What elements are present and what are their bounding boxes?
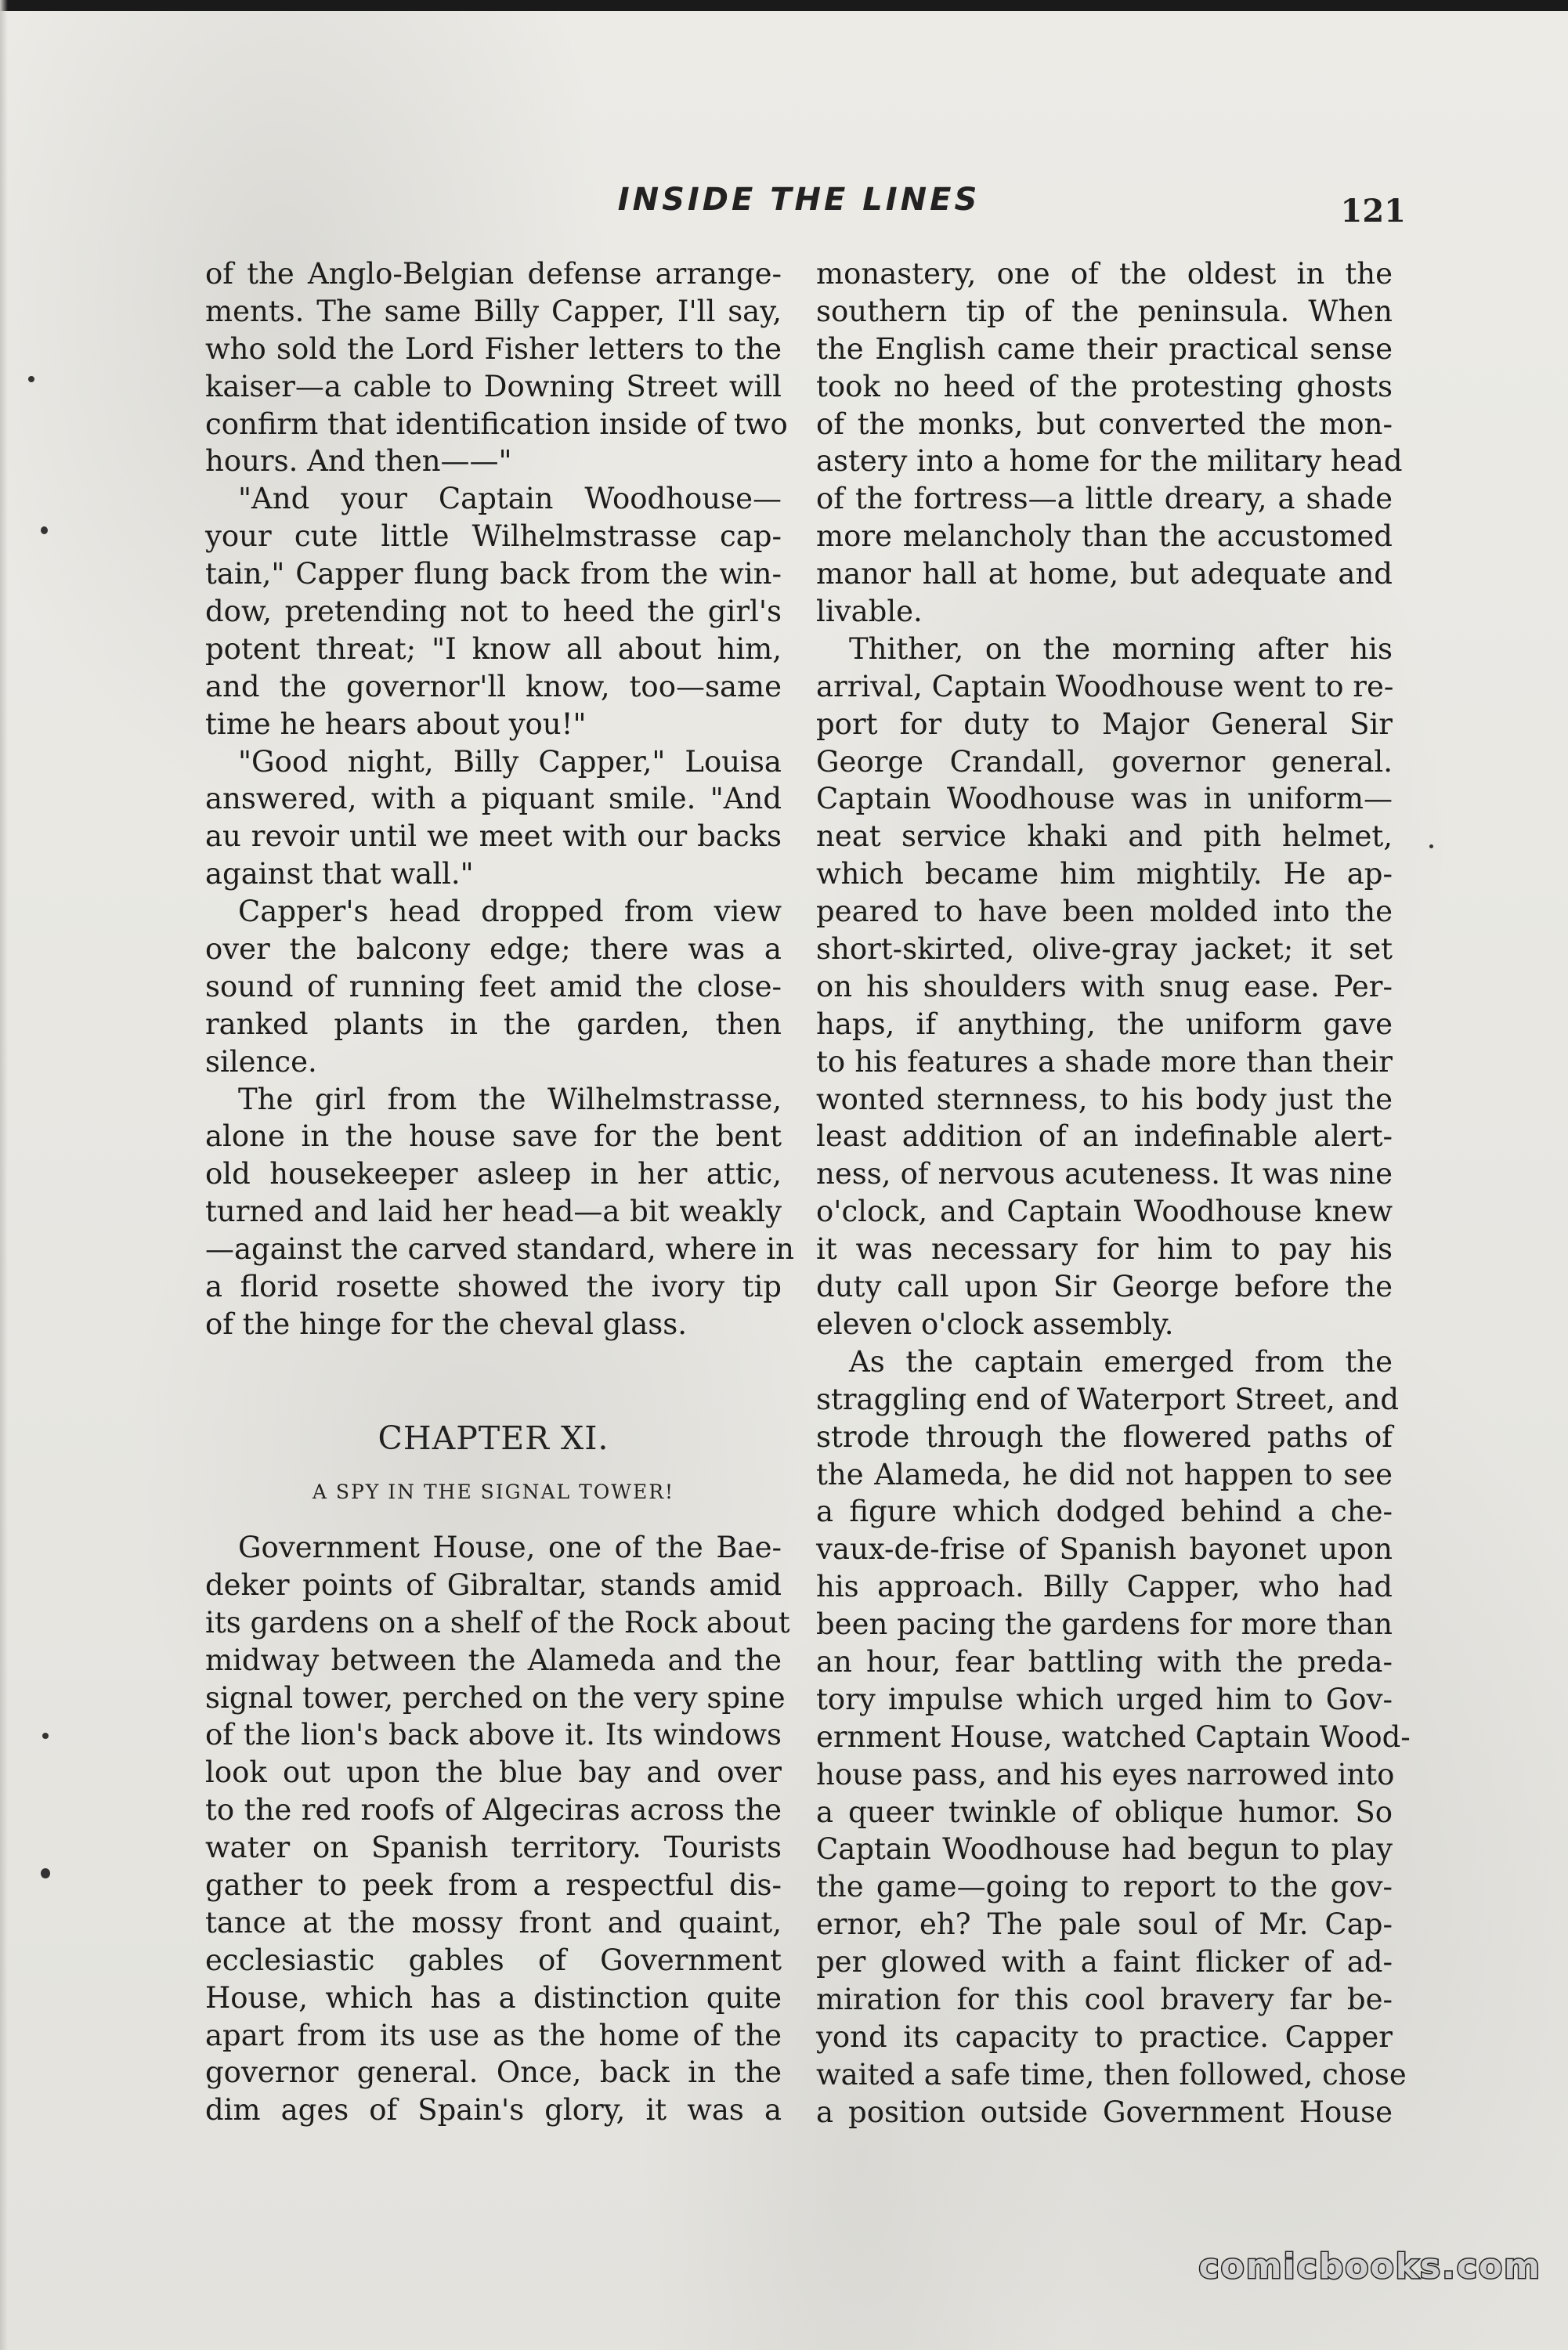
binding-hole-mark <box>42 1733 49 1739</box>
text-line: a queer twinkle of oblique humor. So <box>816 1795 1393 1829</box>
chapter-subtitle: A SPY IN THE SIGNAL TOWER! <box>312 1480 675 1503</box>
text-line: which became him mightily. He ap- <box>816 857 1393 891</box>
text-line: o'clock, and Captain Woodhouse knew <box>816 1195 1393 1229</box>
text-line: look out upon the blue bay and over <box>205 1755 782 1790</box>
text-line: deker points of Gibraltar, stands amid <box>205 1567 782 1602</box>
text-line: straggling end of Waterport Street, and <box>816 1382 1400 1416</box>
text-line: confirm that identification inside of two <box>205 407 788 441</box>
binding-hole-mark <box>41 526 48 534</box>
text-line: As the captain emerged from the <box>849 1344 1393 1379</box>
text-line: answered, with a piquant smile. "And <box>205 782 782 816</box>
text-line: "And your Captain Woodhouse— <box>238 482 782 516</box>
chapter-heading: CHAPTER XI. <box>378 1419 609 1457</box>
running-header: INSIDE THE LINES <box>617 182 981 218</box>
left-column <box>205 255 794 1343</box>
text-line: House, which has a distinction quite <box>205 1980 782 2015</box>
text-line: short-skirted, olive-gray jacket; it set <box>816 932 1393 967</box>
text-line: a figure which dodged behind a che- <box>816 1495 1393 1529</box>
text-line: neat service khaki and pith helmet, <box>816 819 1393 854</box>
text-line: ments. The same Billy Capper, I'll say, <box>205 294 782 328</box>
text-line: alone in the house save for the bent <box>205 1119 782 1154</box>
binding-hole-mark <box>28 376 34 382</box>
text-line: of the lion's back above it. Its windows <box>205 1718 782 1752</box>
text-line: strode through the flowered paths of <box>816 1419 1393 1454</box>
text-line: of the hinge for the cheval glass. <box>205 1307 688 1341</box>
text-line: miration for this cool bravery far be- <box>816 1982 1393 2016</box>
text-line: livable. <box>816 595 923 629</box>
left-column-continued <box>205 1529 790 2129</box>
text-line: monastery, one of the oldest in the <box>816 257 1393 291</box>
text-line: peared to have been molded into the <box>816 895 1393 929</box>
text-line: eleven o'clock assembly. <box>816 1307 1174 1341</box>
text-line: been pacing the gardens for more than <box>816 1607 1393 1642</box>
text-line: ernor, eh? The pale soul of Mr. Cap- <box>816 1907 1393 1942</box>
text-line: manor hall at home, but adequate and <box>816 557 1393 591</box>
text-line: who sold the Lord Fisher letters to the <box>205 331 782 366</box>
text-line: yond its capacity to practice. Capper <box>816 2019 1393 2054</box>
text-line: hours. And then——" <box>205 444 512 479</box>
text-line: and the governor'll know, too—same <box>205 669 782 703</box>
text-line: ranked plants in the garden, then <box>205 1007 782 1041</box>
text-line: house pass, and his eyes narrowed into <box>816 1757 1395 1791</box>
text-line: signal tower, perched on the very spine <box>205 1680 786 1715</box>
text-line: tain," Capper flung back from the win- <box>205 557 782 591</box>
text-line: The girl from the Wilhelmstrasse, <box>238 1082 782 1116</box>
watermark-logo: comicbooks.com <box>1198 2247 1541 2287</box>
text-line: his approach. Billy Capper, who had <box>816 1570 1393 1604</box>
text-line: "Good night, Billy Capper," Louisa <box>238 744 782 779</box>
text-line: old housekeeper asleep in her attic, <box>205 1157 782 1191</box>
text-line: of the monks, but converted the mon- <box>816 407 1393 441</box>
text-line: ness, of nervous acuteness. It was nine <box>816 1157 1393 1191</box>
text-line: per glowed with a faint flicker of ad- <box>816 1945 1393 1979</box>
text-line: its gardens on a shelf of the Rock about <box>205 1605 790 1640</box>
text-line: tory impulse which urged him to Gov- <box>816 1682 1393 1716</box>
text-line: to his features a shade more than their <box>816 1044 1393 1079</box>
text-line: haps, if anything, the uniform gave <box>816 1007 1393 1041</box>
text-line: gather to peek from a respectful dis- <box>205 1868 782 1903</box>
text-line: George Crandall, governor general. <box>816 744 1393 779</box>
text-line: ecclesiastic gables of Government <box>205 1943 782 1977</box>
text-line: the English came their practical sense <box>816 331 1393 366</box>
page-top-edge <box>0 0 1568 11</box>
text-line: —against the carved standard, where in <box>205 1232 794 1267</box>
text-line: more melancholy than the accustomed <box>816 519 1393 554</box>
text-line: southern tip of the peninsula. When <box>816 294 1393 328</box>
text-line: turned and laid her head—a bit weakly <box>205 1195 782 1229</box>
text-line: a position outside Government House <box>816 2095 1393 2129</box>
text-line: apart from its use as the home of the <box>205 2018 782 2052</box>
text-line: waited a safe time, then followed, chose <box>816 2057 1407 2092</box>
text-line: Captain Woodhouse was in uniform— <box>816 782 1393 816</box>
text-line: dow, pretending not to heed the girl's <box>205 595 782 629</box>
text-line: it was necessary for him to pay his <box>816 1232 1393 1267</box>
text-line: ernment House, watched Captain Wood- <box>816 1719 1411 1754</box>
text-line: arrival, Captain Woodhouse went to re- <box>816 669 1394 703</box>
text-line: tance at the mossy front and quaint, <box>205 1905 782 1940</box>
text-line: water on Spanish territory. Tourists <box>205 1831 782 1865</box>
text-line: port for duty to Major General Sir <box>816 707 1393 741</box>
text-line: governor general. Once, back in the <box>205 2055 782 2090</box>
binding-hole-mark <box>41 1868 50 1878</box>
text-line: kaiser—a cable to Downing Street will <box>205 369 782 403</box>
text-line: over the balcony edge; there was a <box>205 932 782 967</box>
page-number: 121 <box>1340 193 1406 230</box>
text-line: wonted sternness, to his body just the <box>816 1082 1393 1116</box>
text-line: dim ages of Spain's glory, it was a <box>205 2093 782 2128</box>
text-line: Government House, one of the Bae- <box>238 1531 782 1564</box>
text-line: least addition of an indefinable alert- <box>816 1119 1393 1154</box>
text-line: an hour, fear battling with the preda- <box>816 1644 1393 1679</box>
text-line: a florid rosette showed the ivory tip <box>205 1270 782 1304</box>
text-line: of the Anglo-Belgian defense arrange- <box>205 257 782 291</box>
text-line: your cute little Wilhelmstrasse cap- <box>205 519 782 554</box>
text-line: vaux-de-frise of Spanish bayonet upon <box>816 1532 1393 1567</box>
right-column <box>816 255 1411 2131</box>
text-line: took no heed of the protesting ghosts <box>816 369 1393 403</box>
text-line: potent threat; "I know all about him, <box>205 631 782 666</box>
text-line: against that wall." <box>205 857 474 891</box>
text-line: Capper's head dropped from view <box>238 895 782 929</box>
text-line: Captain Woodhouse had begun to play <box>816 1832 1393 1867</box>
text-line: midway between the Alameda and the <box>205 1643 782 1677</box>
text-line: duty call upon Sir George before the <box>816 1270 1393 1304</box>
text-line: the game—going to report to the gov- <box>816 1870 1393 1904</box>
text-line: Thither, on the morning after his <box>849 631 1393 666</box>
text-line: time he hears about you!" <box>205 707 587 741</box>
text-line: silence. <box>205 1044 317 1079</box>
text-line: on his shoulders with snug ease. Per- <box>816 969 1393 1003</box>
text-line: to the red roofs of Algeciras across the <box>205 1793 782 1828</box>
paper-speck <box>1429 844 1433 848</box>
text-line: astery into a home for the military head <box>816 444 1403 479</box>
text-line: the Alameda, he did not happen to see <box>816 1457 1393 1491</box>
text-line: sound of running feet amid the close- <box>205 969 782 1003</box>
text-line: of the fortress—a little dreary, a shade <box>816 482 1393 516</box>
page-left-edge <box>0 0 8 2350</box>
text-line: au revoir until we meet with our backs <box>205 819 782 854</box>
